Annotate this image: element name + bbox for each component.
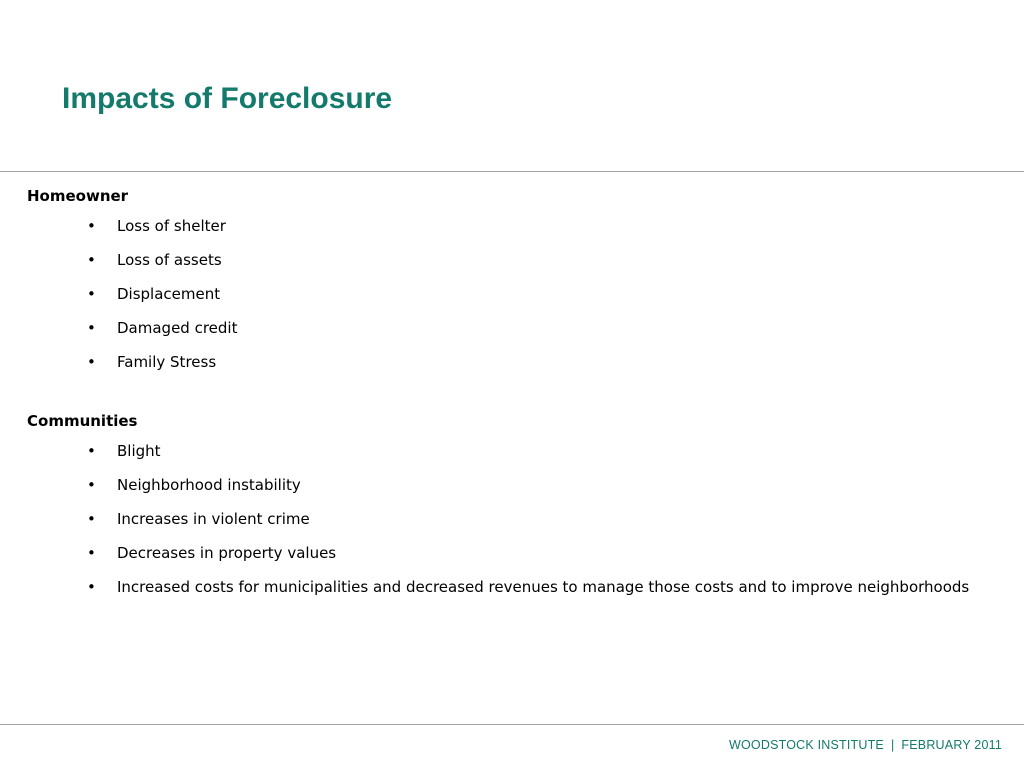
list-item-text: Decreases in property values	[117, 544, 337, 562]
bullet-list	[27, 434, 987, 604]
list-item-text: Neighborhood instability	[117, 476, 301, 494]
section-homeowner	[27, 183, 987, 379]
bullet-icon: •	[87, 285, 96, 303]
footer	[729, 738, 1002, 752]
list-item-text: Displacement	[117, 285, 221, 303]
list-item	[27, 570, 987, 604]
list-item-text: Family Stress	[117, 353, 217, 371]
slide-title: Impacts of Foreclosure	[62, 82, 393, 115]
list-item-text: Damaged credit	[117, 319, 238, 337]
bullet-icon: •	[87, 476, 96, 494]
footer-organization: WOODSTOCK INSTITUTE	[729, 738, 884, 752]
bullet-icon: •	[87, 578, 96, 596]
bullet-icon: •	[87, 510, 96, 528]
list-item	[27, 468, 987, 502]
footer-divider	[0, 724, 1024, 725]
list-item	[27, 209, 987, 243]
bullet-icon: •	[87, 442, 96, 460]
list-item	[27, 434, 987, 468]
section-heading: Homeowner	[27, 187, 129, 205]
list-item-text: Blight	[117, 442, 161, 460]
footer-separator: |	[890, 738, 895, 752]
bullet-icon: •	[87, 319, 96, 337]
section-spacer	[27, 379, 987, 408]
bullet-icon: •	[87, 353, 96, 371]
bullet-icon: •	[87, 217, 96, 235]
list-item	[27, 243, 987, 277]
list-item-text: Loss of assets	[117, 251, 222, 269]
section-communities	[27, 408, 987, 604]
list-item-text: Increases in violent crime	[117, 510, 310, 528]
bullet-icon: •	[87, 544, 96, 562]
section-heading: Communities	[27, 412, 138, 430]
list-item-text: Increased costs for municipalities and decreased revenues to manage those costs and to improve neighborhoods	[117, 578, 970, 596]
list-item	[27, 345, 987, 379]
bullet-list	[27, 209, 987, 379]
list-item	[27, 502, 987, 536]
list-item	[27, 311, 987, 345]
slide-body	[27, 183, 987, 604]
list-item	[27, 536, 987, 570]
title-divider	[0, 171, 1024, 172]
footer-date: FEBRUARY 2011	[901, 738, 1002, 752]
bullet-icon: •	[87, 251, 96, 269]
list-item-text: Loss of shelter	[117, 217, 226, 235]
list-item	[27, 277, 987, 311]
